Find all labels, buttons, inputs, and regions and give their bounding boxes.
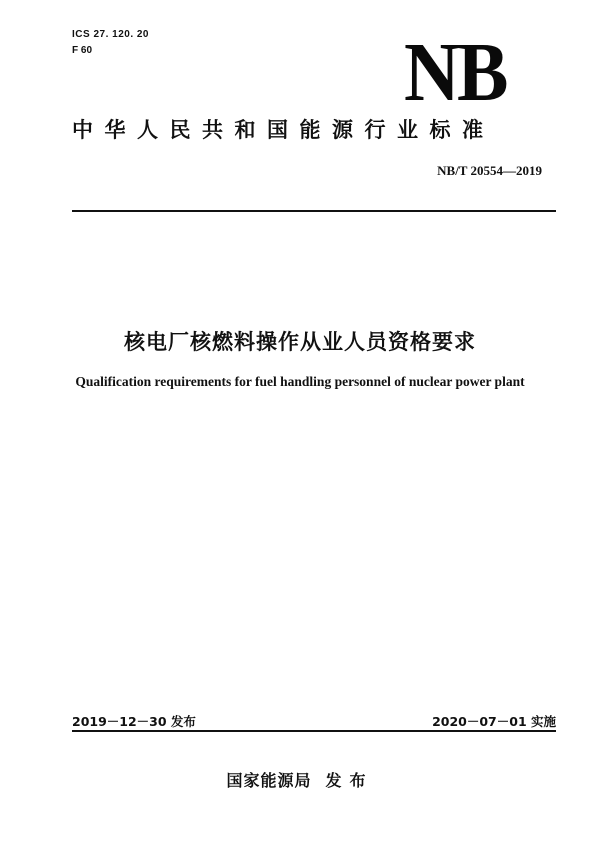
ics-code: ICS 27. 120. 20 [72,29,149,40]
implementation-date: 2020－07－01 实施 [432,714,556,729]
issue-date: 2019－12－30 发布 [72,714,196,729]
standard-number: NB/T 20554—2019 [437,163,542,178]
issuer-line [0,768,600,791]
nb-standard-logo: NB [404,26,506,119]
industry-standard-title: 中华人民共和国能源行业标准 [72,118,495,142]
clc-code: F 60 [72,45,93,56]
issuer-name: 国家能源局 [226,771,312,790]
footer-divider [72,730,556,732]
document-title-english: Qualification requirements for fuel handling personnel of nuclear power plant [75,374,525,389]
document-title-chinese: 核电厂核燃料操作从业人员资格要求 [124,330,476,354]
issuer-verb: 发布 [325,771,374,790]
header-divider [72,210,556,212]
